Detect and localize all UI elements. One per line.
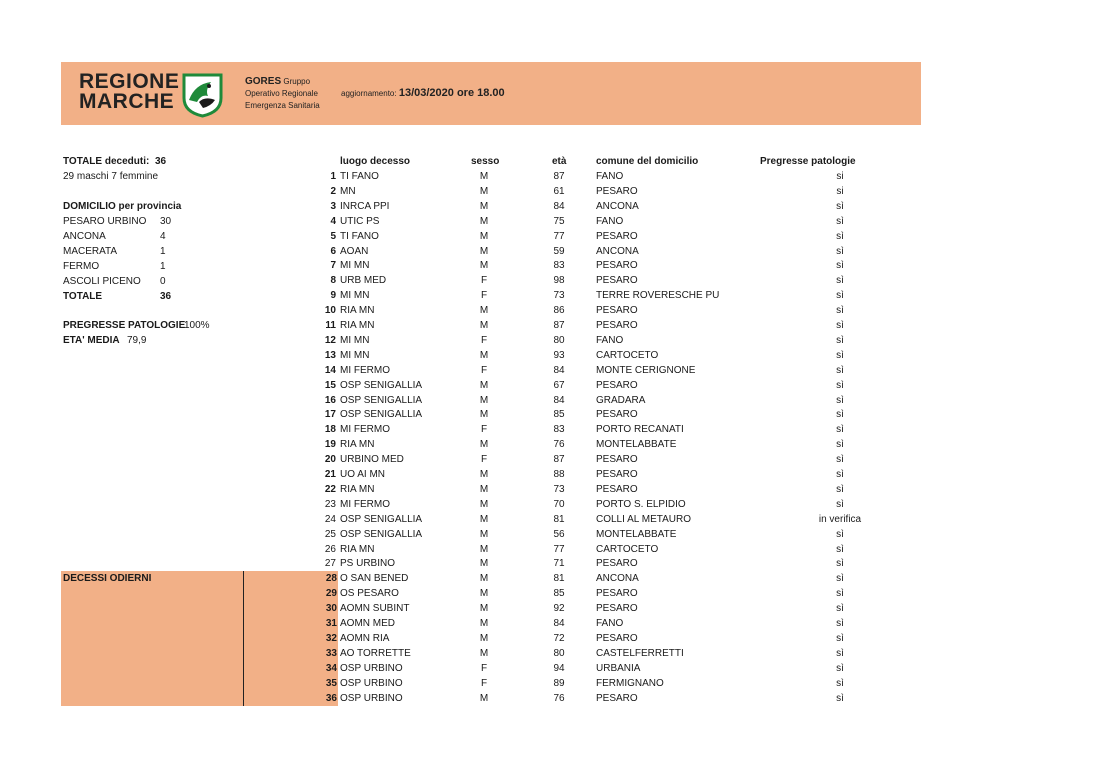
cell-eta: 56 xyxy=(553,528,565,540)
cell-eta: 76 xyxy=(553,692,565,704)
province-count: 36 xyxy=(160,291,172,302)
cell-patologie: sì xyxy=(836,305,844,317)
cell-sesso: M xyxy=(479,618,489,629)
cell-sesso: M xyxy=(479,513,489,525)
cell-sesso: M xyxy=(479,528,489,540)
cell-sesso: F xyxy=(480,364,488,376)
cell-luogo: MI FERMO xyxy=(340,424,390,436)
cell-eta: 59 xyxy=(553,245,565,257)
cell-eta: 85 xyxy=(553,409,565,421)
cell-luogo: UTIC PS xyxy=(340,215,380,227)
cell-comune: PORTO RECANATI xyxy=(596,424,684,436)
logo-line-1: REGIONE xyxy=(79,70,180,93)
cell-patologie: sì xyxy=(836,647,844,659)
header-comune: comune del domicilio xyxy=(596,156,699,167)
cell-sesso: M xyxy=(479,469,489,480)
cell-comune: MONTELABBATE xyxy=(596,528,677,540)
cell-luogo: MI MN xyxy=(340,260,370,272)
row-number: 7 xyxy=(330,260,336,272)
row-number: 4 xyxy=(330,215,336,227)
cell-comune: PESARO xyxy=(596,320,638,331)
row-number: 13 xyxy=(324,349,336,361)
cell-patologie: sì xyxy=(836,275,844,287)
cell-comune: PESARO xyxy=(596,588,638,600)
cell-comune: FANO xyxy=(596,215,624,227)
cell-eta: 75 xyxy=(553,215,565,227)
cell-patologie: sì xyxy=(836,320,844,331)
row-number: 35 xyxy=(325,677,337,689)
row-number: 14 xyxy=(324,364,336,376)
cell-patologie: sì xyxy=(836,469,844,480)
cell-eta: 84 xyxy=(553,618,565,629)
row-number: 21 xyxy=(324,469,336,480)
cell-luogo: MI FERMO xyxy=(340,498,390,510)
row-number: 28 xyxy=(325,573,337,585)
cell-luogo: AOMN SUBINT xyxy=(340,603,410,615)
cell-luogo: UO AI MN xyxy=(340,469,386,480)
cell-patologie: sì xyxy=(836,558,844,570)
cell-comune: PESARO xyxy=(596,483,638,495)
cell-comune: CASTELFERRETTI xyxy=(596,647,684,659)
row-number: 22 xyxy=(324,483,336,495)
cell-comune: MONTE CERIGNONE xyxy=(596,364,696,376)
cell-comune: CARTOCETO xyxy=(596,349,659,361)
cell-luogo: O SAN BENED xyxy=(340,573,409,585)
cell-eta: 89 xyxy=(553,677,565,689)
header-patologie: Pregresse patologie xyxy=(760,156,856,167)
cell-patologie: sì xyxy=(836,543,844,555)
cell-sesso: M xyxy=(479,439,489,451)
cell-sesso: M xyxy=(479,573,489,585)
cell-patologie: sì xyxy=(836,349,844,361)
row-number: 34 xyxy=(325,662,337,674)
cell-sesso: M xyxy=(479,379,489,391)
row-number: 20 xyxy=(324,454,336,466)
row-number: 16 xyxy=(324,394,336,406)
cell-luogo: OSP SENIGALLIA xyxy=(340,513,423,525)
cell-comune: PESARO xyxy=(596,185,638,197)
cell-luogo: MI MN xyxy=(340,334,370,346)
row-number: 10 xyxy=(324,305,336,317)
province-count: 0 xyxy=(160,276,166,287)
cell-comune: TERRE ROVERESCHE PU xyxy=(596,290,720,302)
row-number: 8 xyxy=(330,275,336,287)
cell-eta: 72 xyxy=(553,632,565,644)
regione-marche-emblem-icon xyxy=(181,72,224,118)
cell-patologie: sì xyxy=(836,498,844,510)
cell-luogo: RIA MN xyxy=(340,543,375,555)
cell-comune: PESARO xyxy=(596,409,638,421)
cell-luogo: OSP URBINO xyxy=(340,692,403,704)
cell-eta: 80 xyxy=(553,334,565,346)
cell-sesso: M xyxy=(479,632,489,644)
gores-label xyxy=(245,76,320,112)
patologie-label: PREGRESSE PATOLOGIE xyxy=(63,320,186,331)
gores-line-2: Operativo Regionale xyxy=(245,89,318,98)
row-number: 3 xyxy=(330,200,336,212)
cell-luogo: OSP SENIGALLIA xyxy=(340,394,423,406)
cell-sesso: M xyxy=(479,171,489,182)
row-number: 31 xyxy=(325,618,337,629)
cell-luogo: OSP SENIGALLIA xyxy=(340,528,423,540)
cell-sesso: M xyxy=(479,185,489,197)
cell-patologie: sì xyxy=(836,677,844,689)
cell-eta: 73 xyxy=(553,483,565,495)
cell-eta: 84 xyxy=(553,364,565,376)
cell-luogo: MI MN xyxy=(340,290,370,302)
cell-luogo: MI MN xyxy=(340,349,370,361)
cell-eta: 77 xyxy=(553,543,565,555)
cell-eta: 71 xyxy=(553,558,565,570)
cell-sesso: M xyxy=(479,588,489,600)
row-number: 32 xyxy=(325,632,337,644)
cell-sesso: F xyxy=(480,275,488,287)
cell-patologie: sì xyxy=(836,588,844,600)
cell-luogo: OS PESARO xyxy=(340,588,399,600)
row-number: 5 xyxy=(330,230,336,242)
header-luogo: luogo decesso xyxy=(340,156,411,167)
header-eta: età xyxy=(552,156,567,167)
row-number: 30 xyxy=(325,603,337,615)
row-number: 18 xyxy=(324,424,336,436)
province-name: ANCONA xyxy=(63,231,106,242)
cell-comune: CARTOCETO xyxy=(596,543,659,555)
cell-comune: PESARO xyxy=(596,275,638,287)
cell-comune: PESARO xyxy=(596,230,638,242)
cell-sesso: M xyxy=(479,200,489,212)
cell-luogo: AO TORRETTE xyxy=(340,647,411,659)
cell-patologie: sì xyxy=(836,618,844,629)
cell-eta: 61 xyxy=(553,185,565,197)
cell-sesso: M xyxy=(479,498,489,510)
gores-suffix: Gruppo xyxy=(283,77,311,86)
cell-eta: 81 xyxy=(553,513,565,525)
cell-eta: 70 xyxy=(553,498,565,510)
cell-eta: 93 xyxy=(553,349,565,361)
cell-comune: PESARO xyxy=(596,632,638,644)
cell-comune: FANO xyxy=(596,171,624,182)
cell-patologie: sì xyxy=(836,364,844,376)
cell-patologie: sì xyxy=(836,573,844,585)
cell-sesso: M xyxy=(479,320,489,331)
patologie-value: 100% xyxy=(184,320,210,331)
cell-patologie: in verifica xyxy=(818,513,862,525)
cell-sesso: M xyxy=(479,558,489,570)
cell-sesso: M xyxy=(479,230,489,242)
cell-eta: 88 xyxy=(553,469,565,480)
cell-patologie: sì xyxy=(836,662,844,674)
province-name: MACERATA xyxy=(63,246,118,257)
cell-sesso: M xyxy=(479,349,489,361)
header-sesso: sesso xyxy=(471,156,500,167)
cell-sesso: M xyxy=(479,603,489,615)
cell-comune: PESARO xyxy=(596,260,638,272)
cell-patologie: sì xyxy=(836,603,844,615)
row-number: 17 xyxy=(324,409,336,421)
cell-sesso: F xyxy=(480,334,488,346)
cell-luogo: MI FERMO xyxy=(340,364,390,376)
cell-comune: PESARO xyxy=(596,558,638,570)
cell-luogo: PS URBINO xyxy=(340,558,396,570)
cell-sesso: F xyxy=(480,662,488,674)
cell-luogo: AOMN MED xyxy=(340,618,395,629)
gores-line-3: Emergenza Sanitaria xyxy=(245,101,320,110)
cell-sesso: M xyxy=(479,260,489,272)
cell-patologie: sì xyxy=(836,334,844,346)
row-number: 33 xyxy=(325,647,337,659)
cell-patologie: sì xyxy=(836,215,844,227)
cell-patologie: sì xyxy=(836,290,844,302)
cell-patologie: sì xyxy=(836,483,844,495)
cell-comune: PESARO xyxy=(596,379,638,391)
cell-comune: PESARO xyxy=(596,469,638,480)
row-number: 9 xyxy=(330,290,336,302)
cell-sesso: F xyxy=(480,424,488,436)
row-number: 25 xyxy=(324,528,336,540)
row-number: 23 xyxy=(324,498,336,510)
cell-patologie: sì xyxy=(836,439,844,451)
province-name: ASCOLI PICENO xyxy=(63,276,141,287)
cell-luogo: URBINO MED xyxy=(340,454,404,466)
update-label: aggiornamento: xyxy=(341,89,397,98)
cell-sesso: M xyxy=(479,215,489,227)
row-number: 1 xyxy=(330,171,336,182)
cell-comune: ANCONA xyxy=(596,200,639,212)
row-number: 19 xyxy=(324,439,336,451)
cell-eta: 85 xyxy=(553,588,565,600)
update-date: 13/03/2020 ore 18.00 xyxy=(398,87,505,99)
decessi-odierni-label: DECESSI ODIERNI xyxy=(63,573,152,584)
eta-media-label: ETA' MEDIA xyxy=(63,335,120,346)
cell-patologie: sì xyxy=(836,394,844,406)
cell-patologie: sì xyxy=(836,379,844,391)
regione-marche-logo xyxy=(79,72,179,112)
update-info xyxy=(341,87,505,99)
cell-comune: PORTO S. ELPIDIO xyxy=(596,498,686,510)
eta-media-value: 79,9 xyxy=(127,335,147,346)
cell-eta: 92 xyxy=(553,603,565,615)
cell-eta: 83 xyxy=(553,424,565,436)
province-count: 1 xyxy=(160,261,166,272)
row-number: 26 xyxy=(324,543,336,555)
province-name: PESARO URBINO xyxy=(63,216,147,227)
cell-patologie: sì xyxy=(836,528,844,540)
cell-eta: 98 xyxy=(553,275,565,287)
cell-luogo: RIA MN xyxy=(340,305,375,317)
cell-eta: 73 xyxy=(553,290,565,302)
cell-luogo: RIA MN xyxy=(340,320,375,331)
cell-sesso: F xyxy=(480,454,488,466)
cell-sesso: M xyxy=(479,305,489,317)
province-name: FERMO xyxy=(63,261,100,272)
row-number: 12 xyxy=(324,334,336,346)
cell-luogo: AOMN RIA xyxy=(340,632,390,644)
cell-eta: 77 xyxy=(553,230,565,242)
cell-luogo: TI FANO xyxy=(340,230,379,242)
logo-line-2: MARCHE xyxy=(79,90,175,113)
cell-patologie: sì xyxy=(836,245,844,257)
cell-luogo: TI FANO xyxy=(340,171,379,182)
province-count: 30 xyxy=(160,216,172,227)
row-number: 6 xyxy=(330,245,336,257)
totale-deceduti-value: 36 xyxy=(155,156,167,167)
cell-luogo: OSP SENIGALLIA xyxy=(340,379,423,391)
cell-patologie: sì xyxy=(836,200,844,212)
cell-luogo: RIA MN xyxy=(340,439,375,451)
cell-luogo: AOAN xyxy=(340,245,369,257)
cell-comune: FERMIGNANO xyxy=(596,677,664,689)
cell-eta: 76 xyxy=(553,439,565,451)
cell-comune: PESARO xyxy=(596,692,638,704)
cell-sesso: M xyxy=(479,647,489,659)
cell-patologie: sì xyxy=(836,260,844,272)
cell-sesso: M xyxy=(479,543,489,555)
cell-luogo: URB MED xyxy=(340,275,387,287)
cell-sesso: M xyxy=(479,483,489,495)
cell-patologie: sì xyxy=(836,230,844,242)
cell-eta: 67 xyxy=(553,379,565,391)
row-number: 24 xyxy=(324,513,336,525)
cell-luogo: OSP SENIGALLIA xyxy=(340,409,423,421)
cell-comune: GRADARA xyxy=(596,394,646,406)
cell-sesso: F xyxy=(480,290,488,302)
cell-comune: COLLI AL METAURO xyxy=(596,513,692,525)
cell-comune: ANCONA xyxy=(596,573,639,585)
cell-sesso: M xyxy=(479,692,489,704)
province-name: TOTALE xyxy=(63,291,103,302)
cell-comune: PESARO xyxy=(596,305,638,317)
header-banner xyxy=(61,62,921,125)
cell-comune: URBANIA xyxy=(596,662,641,674)
cell-eta: 94 xyxy=(553,662,565,674)
cell-eta: 87 xyxy=(553,171,565,182)
decessi-odierni-block xyxy=(61,571,243,706)
gores-name: GORES xyxy=(245,76,282,87)
province-count: 1 xyxy=(160,246,166,257)
row-number: 11 xyxy=(325,320,336,331)
cell-sesso: F xyxy=(480,677,488,689)
cell-comune: PESARO xyxy=(596,454,638,466)
cell-eta: 87 xyxy=(553,320,565,331)
cell-luogo: INRCA PPI xyxy=(340,200,390,212)
cell-patologie: sì xyxy=(836,424,844,436)
cell-comune: MONTELABBATE xyxy=(596,439,677,451)
row-number: 2 xyxy=(330,185,336,197)
cell-eta: 87 xyxy=(553,454,565,466)
cell-comune: FANO xyxy=(596,618,624,629)
cell-eta: 84 xyxy=(553,200,565,212)
cell-eta: 86 xyxy=(553,305,565,317)
cell-comune: PESARO xyxy=(596,603,638,615)
row-number: 15 xyxy=(324,379,336,391)
cell-eta: 80 xyxy=(553,647,565,659)
cell-eta: 81 xyxy=(553,573,565,585)
cell-eta: 83 xyxy=(553,260,565,272)
cell-patologie: si xyxy=(836,185,844,197)
cell-eta: 84 xyxy=(553,394,565,406)
cell-patologie: sì xyxy=(836,409,844,421)
province-count: 4 xyxy=(160,231,166,242)
cell-sesso: M xyxy=(479,394,489,406)
cell-sesso: M xyxy=(479,409,489,421)
cell-luogo: OSP URBINO xyxy=(340,662,403,674)
cell-patologie: sì xyxy=(836,632,844,644)
cell-luogo: MN xyxy=(340,185,356,197)
row-number: 36 xyxy=(325,692,337,704)
cell-patologie: si xyxy=(836,171,844,182)
row-number: 27 xyxy=(324,558,336,570)
totale-deceduti-label: TOTALE deceduti: xyxy=(63,156,150,167)
cell-luogo: OSP URBINO xyxy=(340,677,403,689)
cell-patologie: sì xyxy=(836,692,844,704)
cell-comune: ANCONA xyxy=(596,245,639,257)
domicilio-title: DOMICILIO per provincia xyxy=(63,201,182,212)
cell-sesso: M xyxy=(479,245,489,257)
gender-breakdown: 29 maschi 7 femmine xyxy=(63,171,159,182)
cell-comune: FANO xyxy=(596,334,624,346)
row-number: 29 xyxy=(325,588,337,600)
cell-patologie: sì xyxy=(836,454,844,466)
cell-luogo: RIA MN xyxy=(340,483,375,495)
